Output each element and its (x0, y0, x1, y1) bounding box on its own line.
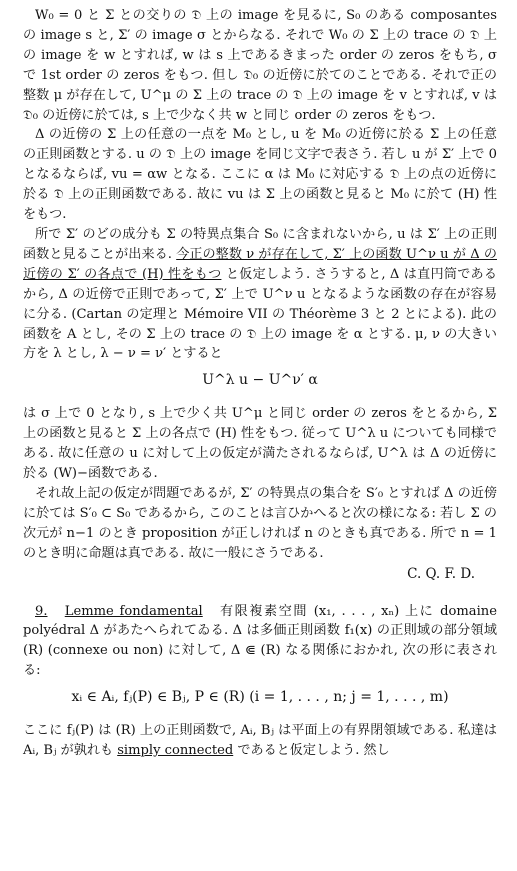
section-9-paragraph (23, 602, 497, 682)
formula-display-2: xᵢ ∈ Aᵢ, fⱼ(P) ∈ Bⱼ, P ∈ (R) (i = 1, . . . , n; j = 1, . . . , m) (71, 689, 449, 706)
section-9-text: 有限複素空間 (x₁, . . . , xₙ) 上に domaine polyédral Δ があたへられてゐる. Δ は多価正則函数 f₁(x) の正則域の部分領域 (R) (connexe ou non) に対して, Δ ⋐ (R) なる関係におかれ, 次の形に表される: (23, 603, 497, 679)
paragraph-2: Δ の近傍の Σ 上の任意の一点を M₀ とし, u を M₀ の近傍に於る Σ 上の任意の正則函数とする. u の 𝔇 上の image を同じ文字で表さう. 若し u が Σ′ 上で 0 となるならば, vu = αw となる. ここに α は M₀ に対応する 𝔇 上の点の近傍に於る 𝔇 上の正則函数である. 故に vu は Σ 上の函数と見ると M₀ に於て (H) 性をもつ. (23, 127, 497, 223)
paragraph-3-text-a: 所で Σ′ のどの成分も Σ の特異点集合 S₀ に含まれないから, u は Σ′ 上の正則函数と見ることが出来る. (23, 226, 497, 262)
paragraph-5: それ故上記の仮定が問題であるが, Σ′ の特異点の集合を S′₀ とすれば Δ の近傍に於ては S′₀ ⊂ S₀ であるから, このことは言ひかへると次の様になる: 若し Σ の次元が n−1 のとき proposition が正しければ n のときも真である. 所で n = 1 のとき明に命題は真である. 故に一般にさうである. (23, 485, 497, 561)
simply-connected-term: simply connected (117, 743, 234, 759)
paragraph-3-text-b: と仮定しよう. さうすると, Δ は直円筒であるから, Δ の近傍で正則であって, Σ′ 上で U^ν u となるような函数の存在が容易に分る. (Cartan の定理と Mémoire VII の Théorème 3 と 2 とによる). 此の函数を A とし, その Σ 上の trace の 𝔇 上の image を α とする. μ, ν の大きい方を λ とし, λ − ν = ν′ とすると (23, 266, 497, 362)
section-title: Lemme fondamental (64, 603, 203, 619)
section-number: 9. (35, 603, 48, 619)
qed-mark: C. Q. F. D. (407, 565, 475, 582)
paragraph-3 (23, 225, 497, 364)
formula-display-1: U^λ u − U^ν′ α (202, 372, 318, 389)
paragraph-7-text-a: ここに fⱼ(P) は (R) 上の正則函数で, Aᵢ, Bⱼ は平面上の有界閉領域である. 私達は Aᵢ, Bⱼ が孰れも (23, 723, 497, 759)
paragraph-4: は σ 上で 0 となり, s 上で少く共 U^μ と同じ order の zeros をとるから, Σ 上の函数と見ると Σ 上の各点で (H) 性をもつ. 従って U^λ u についても同様である. 故に任意の u に対して上の仮定が満たされるならば, U^λ は Δ の近傍に於る (W)−函数である. (23, 406, 497, 482)
paragraph-1: W₀ = 0 と Σ との交りの 𝔇 上の image を見るに, S₀ のある composantes の image s と, Σ′ の image σ とからなる. それで W₀ の Σ 上の trace の 𝔇 上の image を w とすれば, w は s 上であるきまった order の zeros をもち, σ で 1st order の zeros をもつ. 但し 𝔇₀ の近傍に於てのことである. それで正の整数 μ が存在して, U^μ の Σ 上の trace の 𝔇 上の image を v とすれば, v は 𝔇₀ の近傍に於ては, s 上で少なく共 w と同じ order の zeros をもつ. (23, 8, 497, 123)
paragraph-7 (23, 721, 497, 761)
paragraph-7-text-b: であると仮定しよう. 然し (233, 743, 390, 759)
paragraph-3-underlined-hypothesis: 今正の整数 ν が存在して, Σ′ 上の函数 U^ν u が Δ の近傍の Σ′ の各点で (H) 性をもつ (23, 246, 497, 282)
